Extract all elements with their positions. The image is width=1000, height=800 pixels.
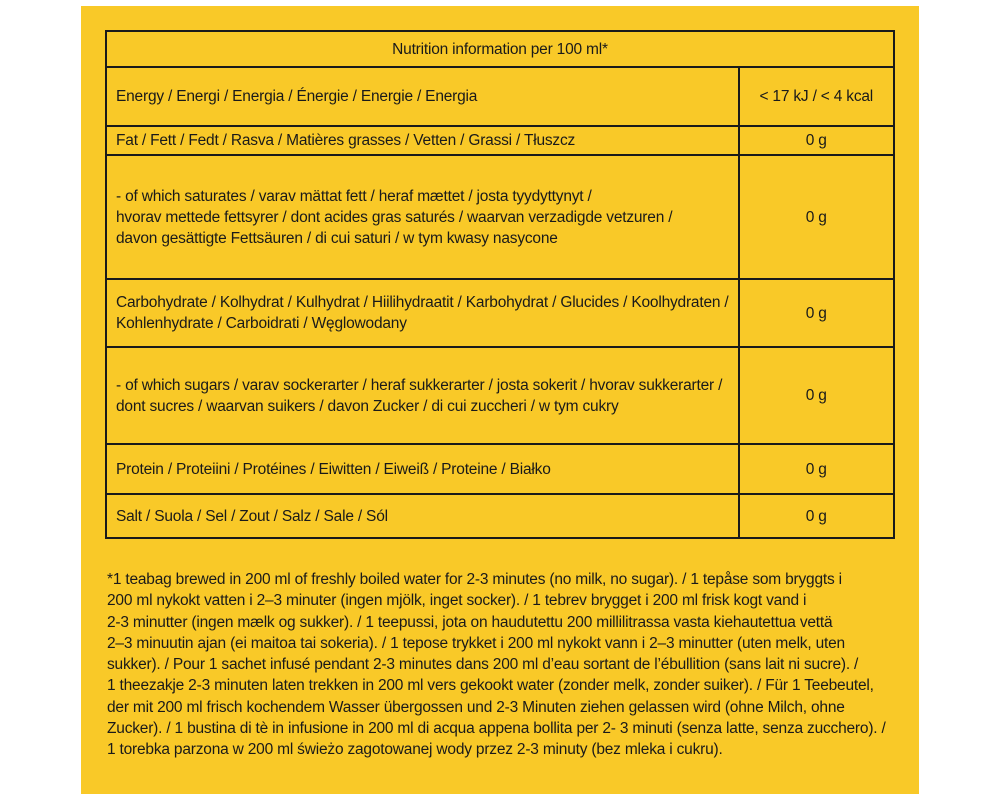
table-row-sugars [106,347,894,444]
table-row-energy [106,67,894,126]
nutrient-value: 0 g [739,494,894,538]
table-row-fat [106,126,894,155]
nutrient-label: Energy / Energi / Energia / Énergie / Energie / Energia [106,67,739,126]
table-header: Nutrition information per 100 ml* [106,31,894,67]
nutrient-label: Carbohydrate / Kolhydrat / Kulhydrat / Hiilihydraatit / Karbohydrat / Glucides / Koolhydraten / Kohlenhydrate / Carboidrati / Węglowodany [106,279,739,347]
nutrient-label: Protein / Proteiini / Protéines / Eiwitten / Eiweiß / Proteine / Białko [106,444,739,494]
table-row-saturates [106,155,894,279]
nutrient-value: < 17 kJ / < 4 kcal [739,67,894,126]
nutrient-value: 0 g [739,279,894,347]
nutrient-label: Salt / Suola / Sel / Zout / Salz / Sale / Sól [106,494,739,538]
table-row-carbohydrate [106,279,894,347]
nutrient-label: - of which sugars / varav sockerarter / heraf sukkerarter / josta sokerit / hvorav sukkerarter / dont sucres / waarvan suikers / davon Zucker / di cui zuccheri / w tym cukry [106,347,739,444]
nutrient-label: - of which saturates / varav mättat fett / heraf mættet / josta tyydyttynyt / hvorav mettede fettsyrer / dont acides gras saturés / waarvan verzadigde vetzuren / davon gesättigte Fettsäuren / di cui saturi / w tym kwasy nasycone [106,155,739,279]
nutrition-table [105,30,895,539]
nutrient-label: Fat / Fett / Fedt / Rasva / Matières grasses / Vetten / Grassi / Tłuszcz [106,126,739,155]
nutrient-value: 0 g [739,126,894,155]
nutrient-value: 0 g [739,155,894,279]
serving-footnote: *1 teabag brewed in 200 ml of freshly boiled water for 2-3 minutes (no milk, no sugar). / 1 tepåse som bryggts i 200 ml nykokt vatten i 2–3 minuter (ingen mjölk, inget socker). / 1 tebrev brygget i 200 ml frisk kogt vand i 2-3 minutter (ingen mælk og sukker). / 1 teepussi, jota on haudutettu 200 millilitrassa vasta kiehautettua vettä 2–3 minuutin ajan (ei maitoa tai sokeria). / 1 tepose trykket i 200 ml nykokt vann i 2–3 minutter (uten melk, uten sukker). / Pour 1 sachet infusé pendant 2-3 minutes dans 200 ml d’eau sortant de l’ébullition (sans lait ni sucre). / 1 theezakje 2-3 minuten laten trekken in 200 ml vers gekookt water (zonder melk, zonder suiker). / Für 1 Teebeutel, der mit 200 ml frisch kochendem Wasser übergossen und 2-3 Minuten ziehen gelassen wird (ohne Milch, ohne Zucker). / 1 bustina di tè in infusione in 200 ml di acqua appena bollita per 2- 3 minuti (senza latte, senza zucchero). / 1 torebka parzona w 200 ml świeżo zagotowanej wody przez 2-3 minuty (bez mleka i cukru). [107,571,886,759]
nutrient-value: 0 g [739,347,894,444]
table-row-protein [106,444,894,494]
nutrient-value: 0 g [739,444,894,494]
table-header-row [106,31,894,67]
table-row-salt [106,494,894,538]
